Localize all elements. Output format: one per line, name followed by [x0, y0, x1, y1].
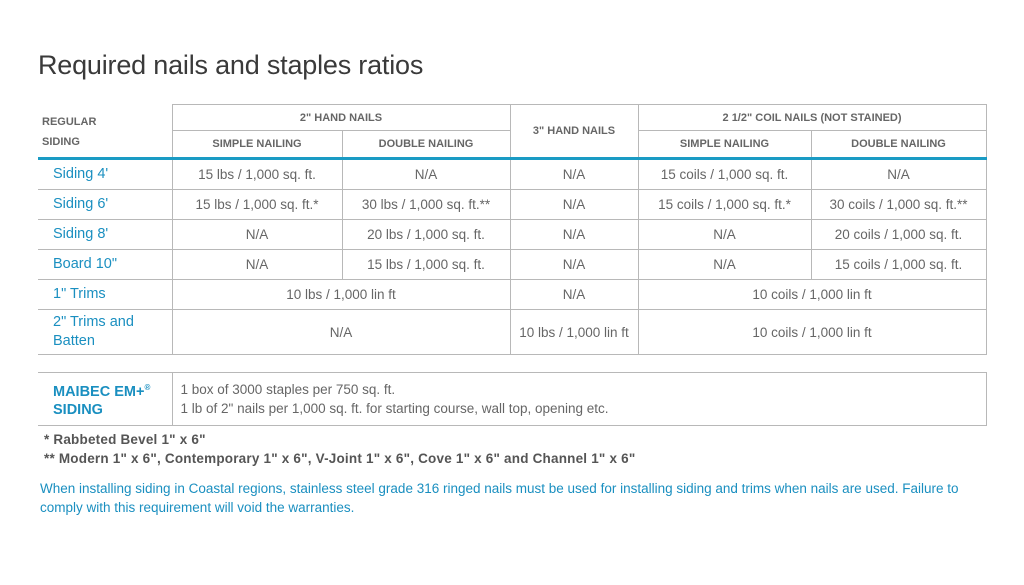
table-cell: 15 lbs / 1,000 sq. ft.*	[172, 190, 342, 220]
footnote-2: ** Modern 1" x 6", Contemporary 1" x 6", V-Joint 1" x 6", Cove 1" x 6" and Channel 1" x 6"	[44, 451, 636, 466]
corner-line1: REGULAR	[42, 115, 97, 128]
table-cell: 15 coils / 1,000 sq. ft.	[638, 159, 811, 190]
table-cell: 15 coils / 1,000 sq. ft.	[811, 250, 986, 280]
maibec-em-label	[38, 373, 172, 426]
header-simple-nailing: SIMPLE NAILING	[172, 131, 342, 159]
table-cell: 30 lbs / 1,000 sq. ft.**	[342, 190, 510, 220]
table-cell: 30 coils / 1,000 sq. ft.**	[811, 190, 986, 220]
table-cell: N/A	[510, 220, 638, 250]
table-header-row-groups	[38, 105, 986, 131]
table-row	[38, 190, 986, 220]
table-cell: 10 lbs / 1,000 lin ft	[172, 280, 510, 310]
table-cell: N/A	[510, 190, 638, 220]
page-title: Required nails and staples ratios	[38, 50, 424, 80]
maibec-line2: 1 lb of 2" nails per 1,000 sq. ft. for starting course, wall top, opening etc.	[180, 401, 609, 416]
row-label: Siding 4'	[38, 159, 172, 190]
maibec-label-line1: MAIBEC EM+	[53, 384, 145, 400]
corner-line2: SIDING	[42, 135, 80, 148]
table-cell: 15 coils / 1,000 sq. ft.*	[638, 190, 811, 220]
table-cell: N/A	[172, 220, 342, 250]
header-coil-nails: 2 1/2" COIL NAILS (NOT STAINED)	[638, 105, 986, 131]
row-label: 2" Trims and Batten	[38, 310, 172, 355]
nails-ratio-table	[38, 104, 987, 355]
table-row	[38, 280, 986, 310]
row-label: Siding 8'	[38, 220, 172, 250]
table-cell: 15 lbs / 1,000 sq. ft.	[342, 250, 510, 280]
header-double-nailing: DOUBLE NAILING	[342, 131, 510, 159]
regular-siding-header	[38, 105, 172, 159]
table-cell: N/A	[638, 250, 811, 280]
table-row	[38, 310, 986, 355]
coastal-warning: When installing siding in Coastal regions, stainless steel grade 316 ringed nails must be used for installing siding and trims when nails are used. Failure to comply with this requirement will void the warranties.	[40, 481, 959, 515]
table-cell: 20 coils / 1,000 sq. ft.	[811, 220, 986, 250]
footnotes	[44, 430, 635, 468]
table-cell: N/A	[510, 280, 638, 310]
maibec-em-table	[38, 372, 987, 426]
table-cell: N/A	[172, 310, 510, 355]
table-row	[38, 250, 986, 280]
footnote-1: * Rabbeted Bevel 1" x 6"	[44, 432, 206, 447]
table-cell: 15 lbs / 1,000 sq. ft.	[172, 159, 342, 190]
registered-mark: ®	[144, 383, 151, 392]
table-cell: N/A	[510, 250, 638, 280]
table-row	[38, 220, 986, 250]
header-coil-double-nailing: DOUBLE NAILING	[811, 131, 986, 159]
table-row	[38, 373, 986, 426]
header-3in-hand-nails: 3" HAND NAILS	[510, 105, 638, 159]
table-cell: 20 lbs / 1,000 sq. ft.	[342, 220, 510, 250]
maibec-line1: 1 box of 3000 staples per 750 sq. ft.	[180, 382, 396, 397]
table-cell: N/A	[172, 250, 342, 280]
table-cell: N/A	[342, 159, 510, 190]
table-cell: N/A	[811, 159, 986, 190]
table-cell: N/A	[510, 159, 638, 190]
table-cell: N/A	[638, 220, 811, 250]
table-cell: 10 lbs / 1,000 lin ft	[510, 310, 638, 355]
maibec-label-line2: SIDING	[53, 402, 103, 418]
row-label: 1" Trims	[38, 280, 172, 310]
table-row	[38, 159, 986, 190]
header-coil-simple-nailing: SIMPLE NAILING	[638, 131, 811, 159]
row-label: Board 10"	[38, 250, 172, 280]
row-label: Siding 6'	[38, 190, 172, 220]
header-2in-hand-nails: 2" HAND NAILS	[172, 105, 510, 131]
table-cell: 10 coils / 1,000 lin ft	[638, 310, 986, 355]
table-cell: 10 coils / 1,000 lin ft	[638, 280, 986, 310]
maibec-em-text	[172, 373, 986, 426]
